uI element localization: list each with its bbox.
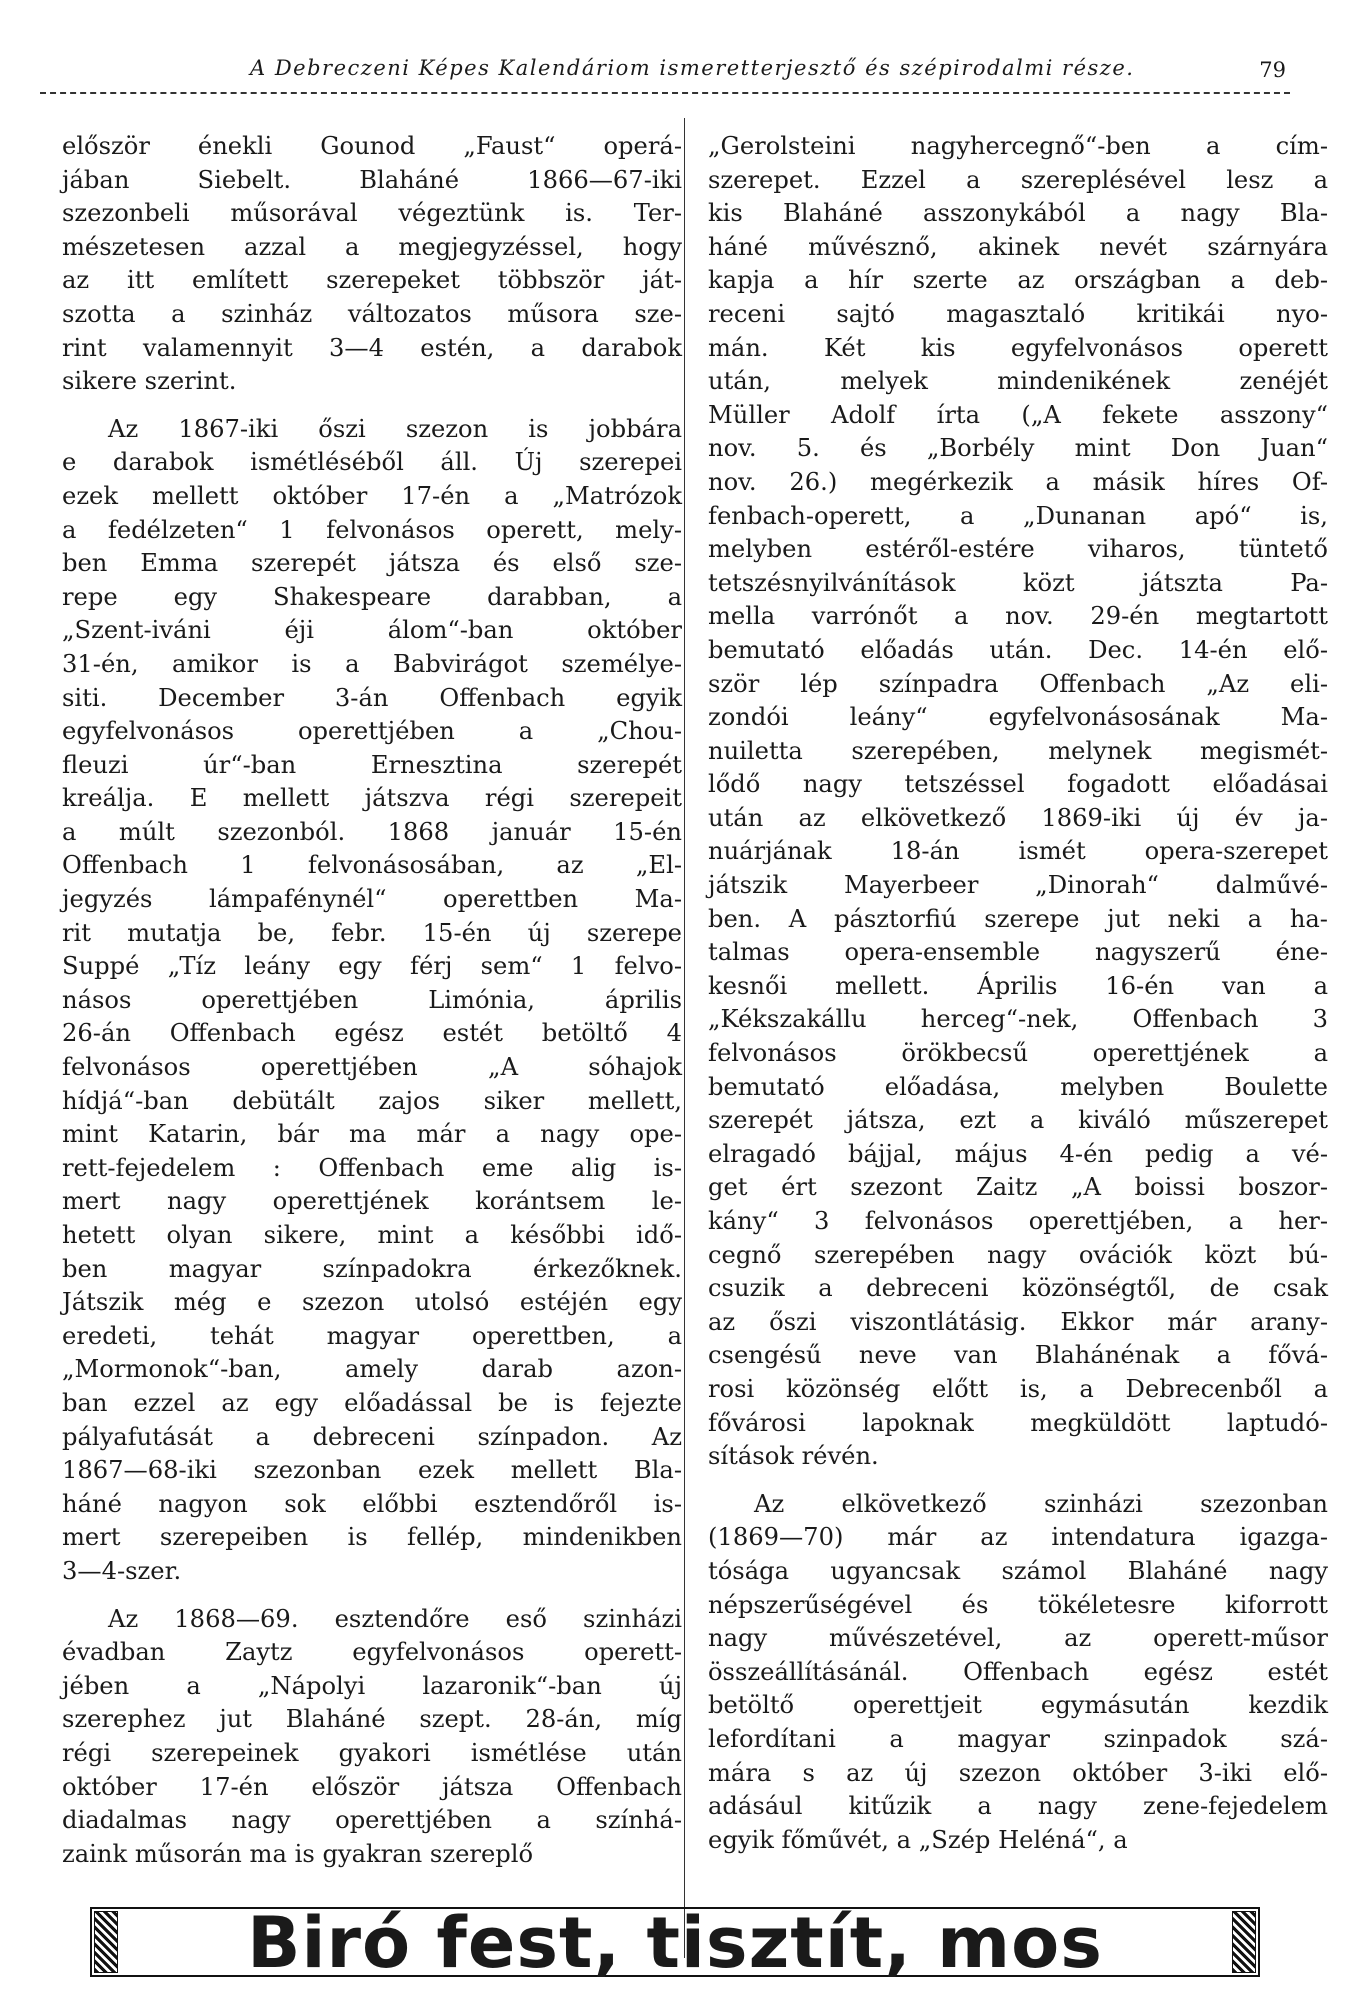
text-line: jában Siebelt. Blaháné 1866—67-iki <box>62 165 682 194</box>
text-line: fenbach-operett, a „Dunanan apó“ is, <box>708 501 1328 530</box>
text-line: e darabok ismétléséből áll. Új szerepei <box>62 448 682 477</box>
header-rule <box>40 92 1290 94</box>
text-line: Az elkövetkező szinházi szezonban <box>754 1489 1328 1518</box>
text-line: Az 1867-iki őszi szezon is jobbára <box>108 414 682 443</box>
text-line: Suppé „Tíz leány egy férj sem“ 1 felvo- <box>62 952 682 981</box>
text-line: nuiletta szerepében, melynek megismét- <box>708 736 1328 765</box>
text-line: nov. 26.) megérkezik a másik híres Of- <box>708 467 1328 496</box>
text-line: ben. A pásztorfiú szerepe jut neki a ha- <box>708 904 1328 933</box>
text-line: szerephez jut Blaháné szept. 28-án, míg <box>62 1705 682 1734</box>
text-line: kesnői mellett. Április 16-én van a <box>708 971 1328 1000</box>
text-line: 31-én, amikor is a Babvirágot személye- <box>62 649 682 678</box>
text-line: mint Katarin, bár ma már a nagy ope- <box>62 1120 682 1149</box>
text-line: 3—4-szer. <box>62 1556 182 1585</box>
text-line: az itt említett szerepeket többször ját- <box>62 266 682 295</box>
text-line: ször lép színpadra Offenbach „Az eli- <box>708 669 1328 698</box>
text-line: csuzik a debreceni közönségtől, de csak <box>708 1274 1328 1303</box>
text-line: mára s az új szezon október 3-iki elő- <box>708 1758 1328 1787</box>
text-line: kis Blaháné asszonykából a nagy Bla- <box>708 199 1328 228</box>
text-line: bemutató előadása, melyben Boulette <box>708 1072 1328 1101</box>
text-line: lefordítani a magyar szinpadok szá- <box>708 1724 1328 1753</box>
text-line: rint valamennyit 3—4 estén, a darabok <box>62 333 682 362</box>
text-line: Az 1868—69. esztendőre eső szinházi <box>108 1604 682 1633</box>
text-line: jében a „Nápolyi lazaronik“-ban új <box>62 1671 682 1700</box>
text-line: sikere szerint. <box>62 367 237 396</box>
text-line: mészetesen azzal a megjegyzéssel, hogy <box>62 232 682 261</box>
text-line: ezek mellett október 17-én a „Matrózok <box>62 481 682 510</box>
text-line: összeállításánál. Offenbach egész estét <box>708 1657 1328 1686</box>
text-line: egyik főművét, a „Szép Heléná“, a <box>708 1825 1128 1854</box>
text-line: get ért szezont Zaitz „A boissi boszor- <box>708 1173 1328 1202</box>
text-line: Offenbach 1 felvonásosában, az „El- <box>62 851 682 880</box>
text-line: násos operettjében Limónia, április <box>62 985 682 1014</box>
text-line: jegyzés lámpafénynél“ operettben Ma- <box>62 885 682 914</box>
header-title: A Debreczeni Képes Kalendáriom ismeretterjesztő és szépirodalmi része. <box>250 56 1135 80</box>
text-line: adásául kitűzik a nagy zene-fejedelem <box>708 1792 1328 1821</box>
page-number: 79 <box>1259 58 1286 82</box>
text-line: mert szerepeiben is fellép, mindenikben <box>62 1523 682 1552</box>
text-line: zaink műsorán ma is gyakran szereplő <box>62 1839 534 1868</box>
text-line: szotta a szinház változatos műsora sze- <box>62 299 682 328</box>
text-line: szerepét játsza, ezt a kiváló műszerepet <box>708 1106 1328 1135</box>
text-line: a múlt szezonból. 1868 január 15-én <box>62 817 682 846</box>
text-line: pályafutását a debreceni színpadon. Az <box>62 1422 682 1451</box>
advertisement-banner <box>90 1902 1260 1984</box>
text-line: siti. December 3-án Offenbach egyik <box>62 683 682 712</box>
text-line: nagy művészetével, az operett-műsor <box>708 1624 1328 1653</box>
text-line: a fedélzeten“ 1 felvonásos operett, mely- <box>62 515 682 544</box>
text-line: régi szerepeinek gyakori ismétlése után <box>62 1738 682 1767</box>
advertisement-text: Biró fest, tisztít, mos <box>247 1902 1103 1984</box>
text-line: mán. Két kis egyfelvonásos operett <box>708 333 1328 362</box>
text-line: rett-fejedelem : Offenbach eme alig is- <box>62 1153 682 1182</box>
text-line: rit mutatja be, febr. 15-én új szerepe <box>62 918 682 947</box>
right-text-column <box>708 130 1328 1857</box>
text-line: lődő nagy tetszéssel fogadott előadásai <box>708 770 1328 799</box>
text-line: betöltő operettjeit egymásután kezdik <box>708 1691 1328 1720</box>
text-line: után az elkövetkező 1869-iki új év ja- <box>708 803 1328 832</box>
text-line: játszik Mayerbeer „Dinorah“ dalművé- <box>708 871 1328 900</box>
text-line: csengésű neve van Blahánénak a fővá- <box>708 1341 1328 1370</box>
text-line: tósága ugyancsak számol Blaháné nagy <box>708 1556 1328 1585</box>
text-line: szerepet. Ezzel a szereplésével lesz a <box>708 165 1328 194</box>
text-line: repe egy Shakespeare darabban, a <box>62 582 682 611</box>
text-line: bemutató előadás után. Dec. 14-én elő- <box>708 635 1328 664</box>
text-line: talmas opera-ensemble nagyszerű éne- <box>708 938 1328 967</box>
text-line: háné nagyon sok előbbi esztendőről is- <box>62 1489 682 1518</box>
text-line: tetszésnyilvánítások közt játszta Pa- <box>708 568 1328 597</box>
text-line: fővárosi lapoknak megküldött laptudó- <box>708 1408 1328 1437</box>
right-ornament-icon <box>1232 1911 1256 1973</box>
text-line: október 17-én először játsza Offenbach <box>62 1772 682 1801</box>
text-line: egyfelvonásos operettjében a „Chou- <box>62 717 682 746</box>
left-text-column <box>62 130 682 1871</box>
text-line: diadalmas nagy operettjében a színhá- <box>62 1806 682 1835</box>
text-line: ben magyar színpadokra érkezőknek. <box>62 1254 682 1283</box>
column-divider <box>684 118 685 1958</box>
text-line: Müller Adolf írta („A fekete asszony“ <box>708 400 1328 429</box>
text-line: 26-án Offenbach egész estét betöltő 4 <box>62 1019 682 1048</box>
text-line: hídjá“-ban debütált zajos siker mellett, <box>62 1086 682 1115</box>
text-line: Játszik még e szezon utolsó estéjén egy <box>62 1288 682 1317</box>
text-line: „Gerolsteini nagyhercegnő“-ben a cím- <box>708 132 1328 160</box>
text-line: rosi közönség előtt is, a Debrecenből a <box>708 1374 1328 1403</box>
text-line: évadban Zaytz egyfelvonásos operett- <box>62 1638 682 1667</box>
text-line: háné művésznő, akinek nevét szárnyára <box>708 232 1328 261</box>
text-line: nuárjának 18-án ismét opera-szerepet <box>708 837 1328 866</box>
text-line: az őszi viszontlátásig. Ekkor már arany- <box>708 1307 1328 1336</box>
text-line: kány“ 3 felvonásos operettjében, a her- <box>708 1207 1328 1235</box>
text-line: felvonásos operettjében „A sóhajok <box>62 1053 682 1082</box>
text-line: kapja a hír szerte az országban a deb- <box>708 266 1328 295</box>
text-line: „Mormonok“-ban, amely darab azon- <box>62 1355 682 1384</box>
text-line: ben Emma szerepét játsza és első sze- <box>62 549 682 578</box>
text-line: felvonásos örökbecsű operettjének a <box>708 1039 1328 1068</box>
text-line: „Szent-iváni éji álom“-ban október <box>62 616 682 645</box>
running-header <box>40 56 1308 102</box>
text-line: 1867—68-iki szezonban ezek mellett Bla- <box>62 1456 682 1485</box>
text-line: (1869—70) már az intendatura igazga- <box>708 1523 1328 1552</box>
text-line: eredeti, tehát magyar operettben, a <box>62 1321 682 1350</box>
text-line: először énekli Gounod „Faust“ operá- <box>62 132 682 160</box>
text-line: szezonbeli műsorával végeztünk is. Ter- <box>62 199 682 228</box>
text-line: mella varrónőt a nov. 29-én megtartott <box>708 602 1328 631</box>
text-line: fleuzi úr“-ban Ernesztina szerepét <box>62 750 682 779</box>
text-line: receni sajtó magasztaló kritikái nyo- <box>708 299 1328 328</box>
text-line: népszerűségével és tökéletesre kiforrott <box>708 1590 1328 1619</box>
text-line: „Kékszakállu herceg“-nek, Offenbach 3 <box>708 1005 1328 1034</box>
text-line: cegnő szerepében nagy ovációk közt bú- <box>708 1240 1328 1269</box>
text-line: sítások révén. <box>708 1442 879 1471</box>
left-ornament-icon <box>94 1911 118 1973</box>
text-line: ban ezzel az egy előadással be is fejezte <box>62 1388 682 1417</box>
text-line: kreálja. E mellett játszva régi szerepeit <box>62 784 682 813</box>
text-line: melyben estéről-estére viharos, tüntető <box>708 535 1328 564</box>
text-line: után, melyek mindenikének zenéjét <box>708 367 1328 396</box>
text-line: nov. 5. és „Borbély mint Don Juan“ <box>708 434 1328 463</box>
text-line: elragadó bájjal, május 4-én pedig a vé- <box>708 1139 1328 1168</box>
text-line: zondói leány“ egyfelvonásosának Ma- <box>708 703 1328 732</box>
text-line: mert nagy operettjének korántsem le- <box>62 1187 682 1216</box>
text-line: hetett olyan sikere, mint a későbbi idő- <box>62 1221 682 1249</box>
